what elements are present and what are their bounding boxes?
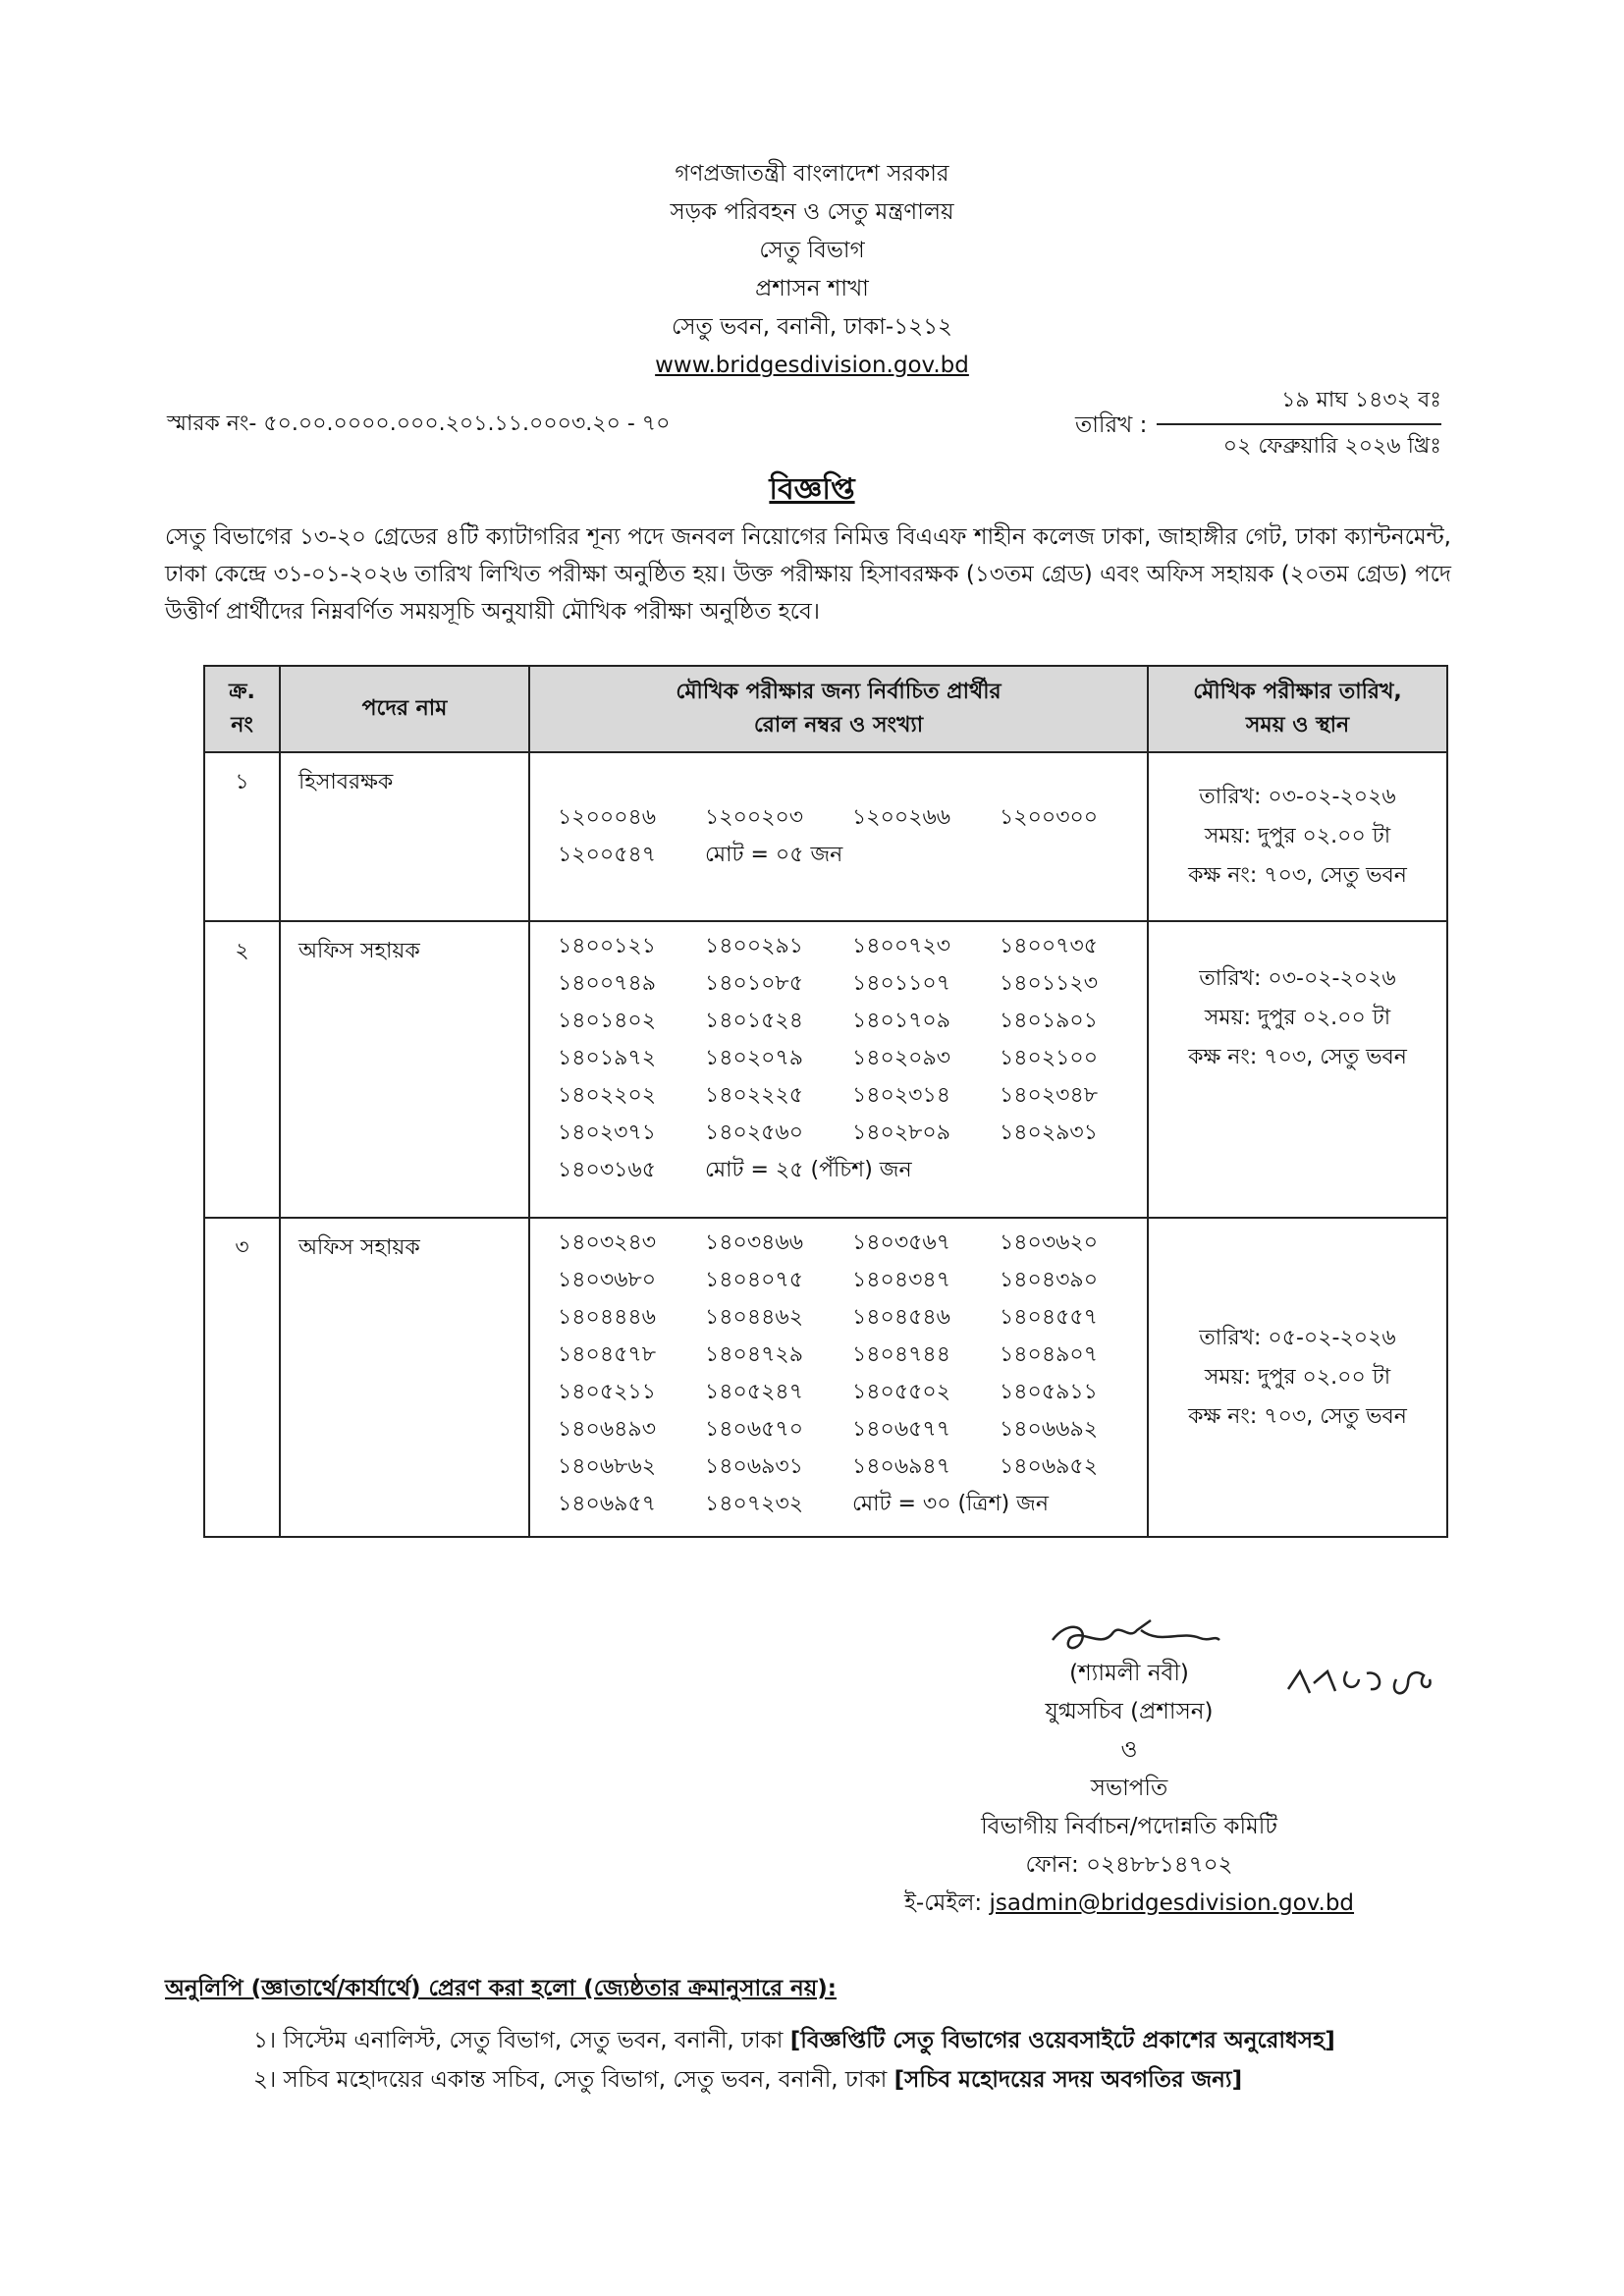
roll-number: ১৪০৪৪৬২: [705, 1305, 804, 1330]
row-serial: ১: [204, 752, 280, 921]
schedule-date: তারিখ: ০৩-০২-২০২৬: [1199, 785, 1396, 809]
list-item: [253, 2060, 1335, 2100]
schedule-room: কক্ষ নং: ৭০৩, সেতু ভবন: [1188, 1045, 1407, 1069]
roll-number: ১৪০২৫৬০: [705, 1121, 804, 1145]
row-schedule: [1148, 921, 1447, 1218]
roll-number: ১৪০২০৯৩: [852, 1046, 951, 1070]
roll-number: ১৪০০১২১: [558, 934, 657, 958]
roll-number: ১৪০৩৪৬৬: [705, 1230, 804, 1255]
row-rolls: [529, 1218, 1148, 1537]
row-post: হিসাবরক্ষক: [280, 752, 529, 921]
notice-title: বিজ্ঞপ্তি: [769, 472, 855, 507]
roll-number: ১৪০১১২৩: [1000, 971, 1099, 996]
roll-grid: [530, 799, 1147, 874]
header-schedule-line1: মৌখিক পরীক্ষার তারিখ,: [1193, 680, 1402, 704]
copy-recipient: ২। সচিব মহোদয়ের একান্ত সচিব, সেতু বিভাগ, সেতু ভবন, বনানী, ঢাকা: [253, 2067, 888, 2093]
roll-number: ১৪০০৭৪৯: [558, 971, 657, 996]
row-serial: ২: [204, 921, 280, 1218]
memo-reference: স্মারক নং- ৫০.০০.০০০০.০০০.২০১.১১.০০০৩.২০ - ৭০: [167, 411, 671, 436]
roll-number: ১৪০৬৯৫৭: [558, 1492, 657, 1516]
office-address: সেতু ভবন, বনানী, ঢাকা-১২১২: [671, 314, 952, 340]
roll-number: ১৪০২৩১৪: [852, 1083, 951, 1108]
roll-total: মোট = ৩০ (ত্রিশ) জন: [852, 1492, 1049, 1516]
schedule-room: কক্ষ নং: ৭০৩, সেতু ভবন: [1188, 1403, 1407, 1429]
signatory-phone: ফোন: ০২৪৮৮১৪৭০২: [1025, 1852, 1233, 1878]
roll-total: মোট = ২৫ (পঁচিশ) জন: [705, 1158, 912, 1182]
roll-number: ১৪০৩৬২০: [1000, 1230, 1099, 1255]
roll-grid: [530, 928, 1147, 1189]
roll-number: ১৪০২৩৪৮: [1000, 1083, 1099, 1108]
govt-name: গণপ্রজাতন্ত্রী বাংলাদেশ সরকার: [675, 161, 949, 187]
roll-number: ১২০০২০৩: [705, 805, 804, 830]
header-serial-line1: ক্র.: [229, 679, 255, 704]
roll-number: ১৪০৪৩৪৭: [852, 1268, 951, 1292]
roll-number: ১৪০১৭০৯: [852, 1009, 951, 1033]
schedule-date: তারিখ: ০৫-০২-২০২৬: [1199, 1325, 1396, 1350]
roll-number: ১৪০১৫২৪: [705, 1009, 803, 1033]
roll-number: ১৪০৬৫৭৭: [852, 1417, 951, 1442]
roll-number: ১৪০৪৯০৭: [1000, 1342, 1099, 1367]
roll-number: ১৪০৪৫৫৭: [1000, 1305, 1098, 1330]
roll-number: ১৪০১৪০২: [558, 1009, 657, 1033]
date-bangla: ১৯ মাঘ ১৪৩২ বঃ: [1281, 388, 1441, 412]
website-link[interactable]: www.bridgesdivision.gov.bd: [655, 353, 969, 378]
roll-number: ১৪০২১০০: [1000, 1046, 1099, 1070]
header-serial: [204, 666, 280, 752]
row-rolls: [529, 921, 1148, 1218]
signatory-committee: বিভাগীয় নির্বাচন/পদোন্নতি কমিটি: [981, 1814, 1277, 1839]
signatory-block: [884, 1655, 1375, 1923]
row-post: অফিস সহায়ক: [280, 1218, 529, 1537]
header-rolls-line1: মৌখিক পরীক্ষার জন্য নির্বাচিত প্রার্থীর: [676, 680, 1001, 704]
date-divider: [1157, 423, 1441, 425]
roll-grid: [530, 1225, 1147, 1523]
roll-number: ১৪০২২২৫: [705, 1083, 804, 1108]
roll-number: ১৪০৪৭৪৪: [852, 1342, 950, 1367]
roll-number: ১৪০৩২৪৩: [558, 1230, 657, 1255]
roll-number: ১৪০২৯৩১: [1000, 1121, 1099, 1145]
list-item: [253, 2021, 1335, 2060]
roll-number: ১৪০৭২৩২: [705, 1492, 804, 1516]
schedule-time: সময়: দুপুর ০২.০০ টা: [1204, 1364, 1391, 1390]
schedule-time: সময়: দুপুর ০২.০০ টা: [1204, 1006, 1391, 1030]
schedule-room: কক্ষ নং: ৭০৩, সেতু ভবন: [1188, 863, 1407, 888]
signatory-email-line: [884, 1885, 1375, 1923]
roll-number: ১৪০৬৮৬২: [558, 1454, 657, 1479]
viva-schedule-table: [203, 665, 1448, 1538]
copies-title: অনুলিপি (জ্ঞাতার্থে/কার্যার্থে) প্রেরণ করা হলো (জ্যেষ্ঠতার ক্রমানুসারে নয়):: [165, 1976, 837, 2001]
header-schedule-line2: সময় ও স্থান: [1245, 713, 1350, 738]
roll-number: ১৪০৪০৭৫: [705, 1268, 804, 1292]
roll-number: ১৪০২৩৭১: [558, 1121, 657, 1145]
table-row: [204, 752, 1447, 921]
roll-number: ১৪০৪৫৭৮: [558, 1342, 656, 1367]
roll-number: ১৪০৩৫৬৭: [852, 1230, 951, 1255]
copy-recipient: ১। সিস্টেম এনালিস্ট, সেতু বিভাগ, সেতু ভবন, বনানী, ঢাকা: [253, 2028, 784, 2053]
header-post: পদের নাম: [280, 666, 529, 752]
schedule-time: সময়: দুপুর ০২.০০ টা: [1204, 824, 1391, 848]
roll-number: ১৪০২০৭৯: [705, 1046, 804, 1070]
roll-total: মোট = ০৫ জন: [705, 843, 843, 867]
roll-number: ১৪০৩৬৮০: [558, 1268, 657, 1292]
roll-number: ১৪০১০৮৫: [705, 971, 803, 996]
roll-number: ১৪০৫২৪৭: [705, 1380, 804, 1404]
roll-number: ১৪০৫৯১১: [1000, 1380, 1098, 1404]
roll-number: ১৪০৬৯৫২: [1000, 1454, 1099, 1479]
signatory-name: (শ্যামলী নবী): [1069, 1661, 1189, 1686]
email-link[interactable]: jsadmin@bridgesdivision.gov.bd: [989, 1890, 1355, 1916]
ministry-name: সড়ক পরিবহন ও সেতু মন্ত্রণালয়: [670, 199, 954, 225]
roll-number: ১৪০৪৫৪৬: [852, 1305, 950, 1330]
header-rolls-line2: রোল নম্বর ও সংখ্যা: [753, 713, 924, 738]
header-serial-line2: নং: [231, 712, 253, 738]
email-label: ই-মেইল:: [903, 1890, 983, 1916]
table-row: [204, 921, 1447, 1218]
roll-number: ১৪০৪৪৪৬: [558, 1305, 656, 1330]
row-serial: ৩: [204, 1218, 280, 1537]
roll-number: ১৪০৬৪৯৩: [558, 1417, 657, 1442]
header-schedule: [1148, 666, 1447, 752]
row-rolls: [529, 752, 1148, 921]
date-block: [1157, 383, 1441, 465]
roll-number: ১৪০১৯০১: [1000, 1009, 1098, 1033]
roll-number: ১৪০৬৯৪৭: [852, 1454, 951, 1479]
notice-body: সেতু বিভাগের ১৩-২০ গ্রেডের ৪টি ক্যাটাগরির শূন্য পদে জনবল নিয়োগের নিমিত্ত বিএএফ শাহীন কলেজ ঢাকা, জাহাঙ্গীর গেট, ঢাকা ক্যান্টনমেন্ট, ঢাকা কেন্দ্রে ৩১-০১-২০২৬ তারিখ লিখিত পরীক্ষা অনুষ্ঠিত হয়। উক্ত পরীক্ষায় হিসাবরক্ষক (১৩তম গ্রেড) এবং অফিস সহায়ক (২০তম গ্রেড) পদে উত্তীর্ণ প্রার্থীদের নিম্নবর্ণিত সময়সূচি অনুযায়ী মৌখিক পরীক্ষা অনুষ্ঠিত হবে।: [165, 524, 1451, 625]
branch-name: প্রশাসন শাখা: [755, 276, 869, 301]
signatory-designation: যুগ্মসচিব (প্রশাসন): [1045, 1699, 1214, 1724]
date-english: ০২ ফেব্রুয়ারি ২০২৬ খ্রিঃ: [1222, 434, 1441, 459]
roll-number: ১৪০২২০২: [558, 1083, 657, 1108]
table-row: [204, 1218, 1447, 1537]
roll-number: ১৪০৪৩৯০: [1000, 1268, 1099, 1292]
date-label: তারিখ :: [1075, 412, 1148, 438]
roll-number: ১৪০২৮০৯: [852, 1121, 951, 1145]
signatory-and: ও: [1120, 1737, 1138, 1763]
roll-number: ১৪০১১০৭: [852, 971, 951, 996]
roll-number: ১২০০৩০০: [1000, 805, 1099, 830]
roll-number: ১৪০৬৫৭০: [705, 1417, 804, 1442]
roll-number: ১৪০১৯৭২: [558, 1046, 657, 1070]
roll-number: ১৪০০৭২৩: [852, 934, 951, 958]
schedule-date: তারিখ: ০৩-০২-২০২৬: [1199, 966, 1396, 991]
division-name: সেতু বিভাগ: [759, 238, 865, 263]
roll-number: ১৪০৫২১১: [558, 1380, 656, 1404]
roll-number: ১৪০০২৯১: [705, 934, 804, 958]
copy-note: [বিজ্ঞপ্তিটি সেতু বিভাগের ওয়েবসাইটে প্রকাশের অনুরোধসহ]: [789, 2028, 1335, 2053]
roll-number: ১৪০৬৯৩১: [705, 1454, 804, 1479]
table-header-row: [204, 666, 1447, 752]
row-post: অফিস সহায়ক: [280, 921, 529, 1218]
copies-list: [253, 2021, 1335, 2100]
copy-note: [সচিব মহোদয়ের সদয় অবগতির জন্য]: [893, 2067, 1243, 2093]
roll-number: ১২০০০৪৬: [558, 805, 657, 830]
header-rolls: [529, 666, 1148, 752]
row-schedule: [1148, 752, 1447, 921]
roll-number: ১৪০৩১৬৫: [558, 1158, 657, 1182]
roll-number: ১৪০৪৭২৯: [705, 1342, 804, 1367]
roll-number: ১৪০৫৫০২: [852, 1380, 951, 1404]
roll-number: ১৪০০৭৩৫: [1000, 934, 1099, 958]
signatory-role: সভাপতি: [1090, 1776, 1168, 1801]
office-header: [0, 155, 1624, 385]
roll-number: ১৪০৬৬৯২: [1000, 1417, 1099, 1442]
roll-number: ১২০০৫৪৭: [558, 843, 657, 867]
roll-number: ১২০০২৬৬: [852, 805, 951, 830]
row-schedule: [1148, 1218, 1447, 1537]
